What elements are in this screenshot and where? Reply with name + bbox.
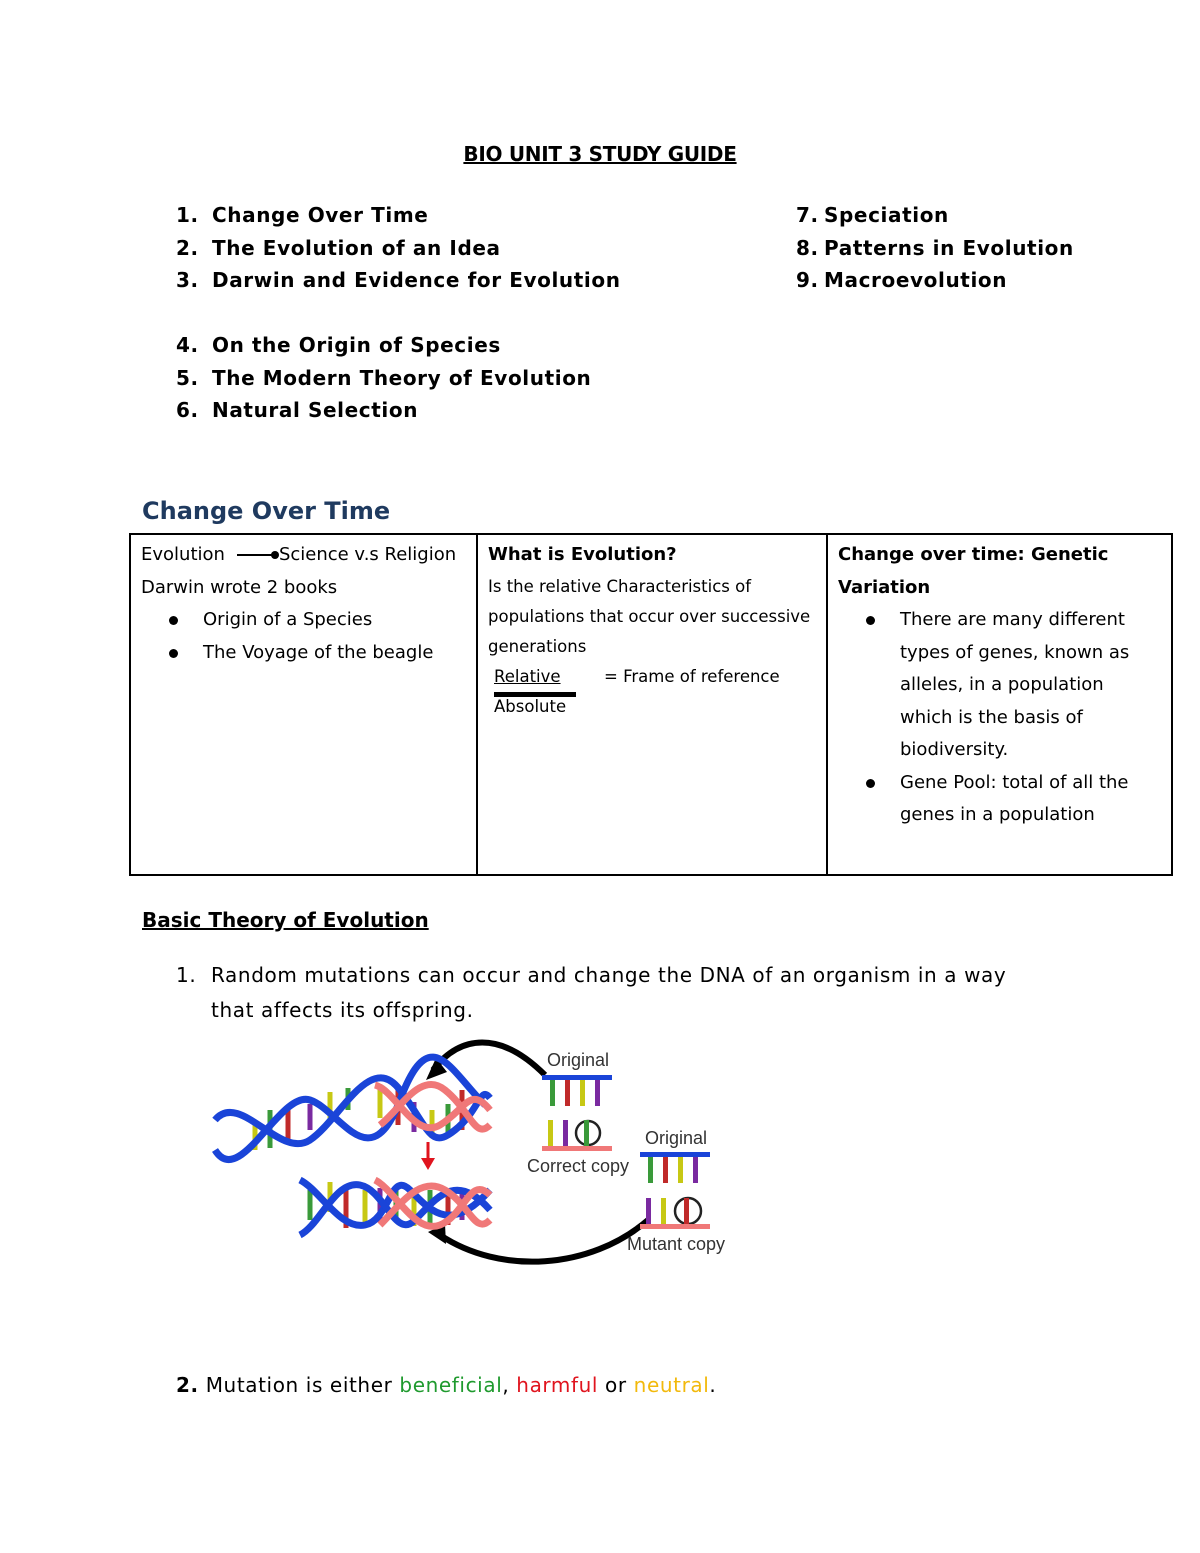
neutral-word: neutral xyxy=(633,1373,710,1397)
toc-item: 8. Patterns in Evolution xyxy=(796,235,1074,260)
item-number: 1. xyxy=(176,963,197,987)
bottom-helix xyxy=(300,1180,490,1235)
frame-of-reference-label: = Frame of reference xyxy=(604,666,780,686)
correct-copy-label: Correct copy xyxy=(526,1156,630,1176)
genetic-variation-list xyxy=(838,604,1161,832)
toc-item: 6. Natural Selection xyxy=(176,398,419,422)
list-item: Origin of a Species xyxy=(203,604,466,637)
notes-cell-what-is-evolution xyxy=(477,534,827,875)
list-item: Gene Pool: total of all the genes in a population xyxy=(900,767,1161,832)
evolution-definition: Is the relative Characteristics of populations that occur over successive generations xyxy=(488,576,811,656)
relative-absolute-block xyxy=(488,662,816,722)
theory-item-2 xyxy=(176,1368,1076,1403)
evolution-line xyxy=(141,539,466,572)
books-list xyxy=(141,604,466,669)
dna-mutation-figure xyxy=(200,1030,740,1290)
toc-item: 9. Macroevolution xyxy=(796,268,1008,292)
theory-item-1 xyxy=(176,958,1046,1028)
mutant-copy-label: Mutant copy xyxy=(626,1234,726,1254)
original-top-strand xyxy=(542,1075,612,1151)
toc-item: 5. The Modern Theory of Evolution xyxy=(176,365,592,390)
curved-arrow-bottom-icon xyxy=(440,1220,648,1262)
notes-table xyxy=(129,533,1173,876)
toc-list-right xyxy=(796,199,1074,297)
science-religion-label: Science v.s Religion xyxy=(278,544,457,565)
basic-theory-heading: Basic Theory of Evolution xyxy=(142,908,429,932)
toc-list-left-continued xyxy=(176,329,591,427)
list-item: There are many different types of genes, known as alleles, in a population which is the basis of biodiversity. xyxy=(900,604,1161,767)
darwin-books-line: Darwin wrote 2 books xyxy=(141,576,338,598)
original-right-label: Original xyxy=(644,1128,708,1148)
list-item: The Voyage of the beagle xyxy=(203,637,466,670)
notes-cell-evolution xyxy=(130,534,477,875)
item-text: Random mutations can occur and change the DNA of an organism in a way that affects its offspring. xyxy=(211,963,1007,1022)
toc-item: 7. Speciation xyxy=(796,203,949,227)
absolute-label: Absolute xyxy=(494,696,567,716)
evolution-label: Evolution xyxy=(141,544,225,565)
toc-item: 4. On the Origin of Species xyxy=(176,333,501,357)
cell-heading: Change over time: Genetic Variation xyxy=(838,544,1109,598)
item-text: Mutation is either beneficial, harmful or neutral. xyxy=(205,1373,717,1397)
original-top-label: Original xyxy=(546,1050,610,1070)
cell-heading: What is Evolution? xyxy=(488,544,677,565)
beneficial-word: beneficial xyxy=(399,1373,503,1397)
page-title: BIO UNIT 3 STUDY GUIDE xyxy=(463,142,737,166)
toc-item: 3. Darwin and Evidence for Evolution xyxy=(176,268,621,292)
toc-list-left xyxy=(176,199,621,297)
item-number: 2. xyxy=(176,1373,199,1397)
original-right-strand xyxy=(640,1152,710,1229)
harmful-word: harmful xyxy=(516,1373,599,1397)
section-heading: Change Over Time xyxy=(142,497,391,525)
notes-cell-genetic-variation xyxy=(827,534,1172,875)
arrowhead-icon xyxy=(421,1158,435,1170)
relative-label: Relative xyxy=(494,666,561,686)
top-helix xyxy=(215,1057,490,1159)
toc-item: 1. Change Over Time xyxy=(176,203,429,227)
connector-arrow-icon xyxy=(237,554,277,556)
toc-item: 2. The Evolution of an Idea xyxy=(176,235,501,260)
